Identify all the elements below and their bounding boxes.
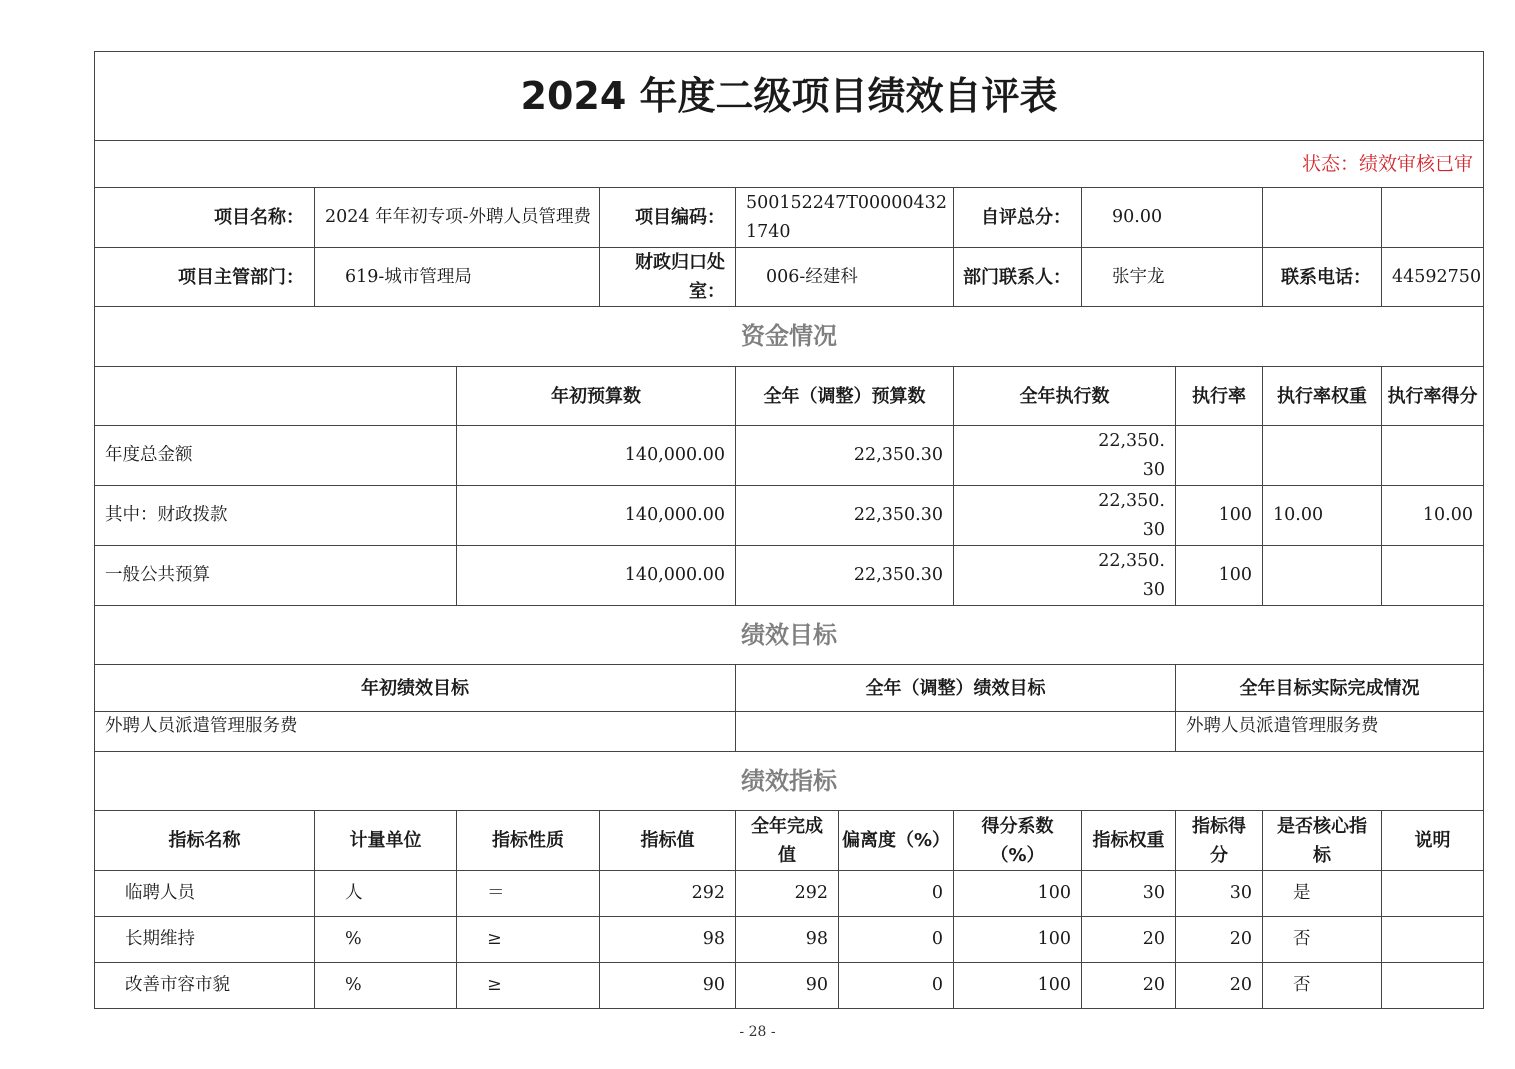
finance-office-value: 006-经建科 [735,247,954,307]
ind-header-weight: 指标权重 [1081,810,1176,871]
ind-unit-cell: 人 [314,870,457,917]
ind-score-cell: 20 [1175,916,1263,963]
dept-value: 619-城市管理局 [314,247,600,307]
funds-executed-cell: 22,350.30 [953,425,1176,486]
ind-core-cell: 否 [1262,962,1382,1009]
ind-actual-cell: 292 [735,870,839,917]
page-number: - 28 - [739,1024,776,1040]
ind-name-cell: 临聘人员 [94,870,315,917]
goals-header-initial: 年初绩效目标 [94,664,736,712]
ind-target-cell: 90 [599,962,736,1009]
ind-target-cell: 98 [599,916,736,963]
funds-header-rate: 执行率 [1175,366,1263,426]
funds-score-cell [1381,545,1484,606]
goals-initial-cell: 外聘人员派遣管理服务费 [94,711,736,752]
funds-rate-cell: 100 [1175,485,1263,546]
ind-coef-cell: 100 [953,870,1082,917]
indicators-section-title: 绩效指标 [94,751,1484,811]
ind-header-name: 指标名称 [94,810,315,871]
funds-weight-cell [1262,425,1382,486]
empty-cell [1381,187,1484,248]
ind-core-cell: 否 [1262,916,1382,963]
ind-target-cell: 292 [599,870,736,917]
funds-adjusted-cell: 22,350.30 [735,545,954,606]
funds-executed-cell: 22,350.30 [953,485,1176,546]
page-title: 2024 年度二级项目绩效自评表 [94,51,1484,141]
ind-note-cell [1381,916,1484,963]
goals-section-title: 绩效目标 [94,605,1484,665]
ind-header-note: 说明 [1381,810,1484,871]
funds-initial-cell: 140,000.00 [456,485,736,546]
ind-nature-cell: ≥ [456,916,600,963]
phone-label: 联系电话： [1262,247,1382,307]
funds-score-cell [1381,425,1484,486]
funds-weight-cell [1262,545,1382,606]
funds-header-empty [94,366,457,426]
funds-executed-cell: 22,350.30 [953,545,1176,606]
funds-rate-cell [1175,425,1263,486]
funds-rate-cell: 100 [1175,545,1263,606]
finance-office-label: 财政归口处室： [599,247,736,307]
ind-note-cell [1381,962,1484,1009]
ind-unit-cell: % [314,962,457,1009]
project-code-label: 项目编码： [599,187,736,248]
ind-nature-cell: ＝ [456,870,600,917]
funds-adjusted-cell: 22,350.30 [735,425,954,486]
funds-row-label: 年度总金额 [94,425,457,486]
evaluation-sheet [94,51,1484,1009]
ind-header-unit: 计量单位 [314,810,457,871]
phone-value: 44592750 [1381,247,1484,307]
funds-initial-cell: 140,000.00 [456,545,736,606]
ind-deviation-cell: 0 [838,870,954,917]
goals-actual-cell: 外聘人员派遣管理服务费 [1175,711,1484,752]
ind-coef-cell: 100 [953,916,1082,963]
goals-header-adjusted: 全年（调整）绩效目标 [735,664,1176,712]
ind-header-deviation: 偏离度（%） [838,810,954,871]
funds-weight-cell: 10.00 [1262,485,1382,546]
ind-note-cell [1381,870,1484,917]
goals-header-actual: 全年目标实际完成情况 [1175,664,1484,712]
funds-header-weight: 执行率权重 [1262,366,1382,426]
ind-header-core: 是否核心指标 [1262,810,1382,871]
ind-name-cell: 改善市容市貌 [94,962,315,1009]
ind-header-coef: 得分系数（%） [953,810,1082,871]
ind-nature-cell: ≥ [456,962,600,1009]
ind-core-cell: 是 [1262,870,1382,917]
project-name-label: 项目名称： [94,187,315,248]
score-label: 自评总分： [953,187,1082,248]
ind-actual-cell: 90 [735,962,839,1009]
funds-header-adjusted: 全年（调整）预算数 [735,366,954,426]
funds-header-executed: 全年执行数 [953,366,1176,426]
contact-value: 张宇龙 [1081,247,1263,307]
funds-score-cell: 10.00 [1381,485,1484,546]
ind-unit-cell: % [314,916,457,963]
ind-header-score: 指标得分 [1175,810,1263,871]
funds-section-title: 资金情况 [94,306,1484,367]
status-text: 状态：绩效审核已审 [94,140,1484,188]
funds-row-label: 其中：财政拨款 [94,485,457,546]
dept-label: 项目主管部门： [94,247,315,307]
ind-header-target: 指标值 [599,810,736,871]
project-name-value: 2024 年年初专项-外聘人员管理费 [314,187,600,248]
ind-header-actual: 全年完成值 [735,810,839,871]
funds-adjusted-cell: 22,350.30 [735,485,954,546]
funds-initial-cell: 140,000.00 [456,425,736,486]
ind-deviation-cell: 0 [838,962,954,1009]
ind-coef-cell: 100 [953,962,1082,1009]
empty-cell [1262,187,1382,248]
ind-weight-cell: 20 [1081,962,1176,1009]
ind-weight-cell: 30 [1081,870,1176,917]
ind-score-cell: 30 [1175,870,1263,917]
funds-row-label: 一般公共预算 [94,545,457,606]
score-value: 90.00 [1081,187,1263,248]
ind-name-cell: 长期维持 [94,916,315,963]
project-code-value: 500152247T00000432 1740 [735,187,954,248]
ind-weight-cell: 20 [1081,916,1176,963]
goals-adjusted-cell [735,711,1176,752]
funds-header-score: 执行率得分 [1381,366,1484,426]
ind-actual-cell: 98 [735,916,839,963]
ind-deviation-cell: 0 [838,916,954,963]
ind-header-nature: 指标性质 [456,810,600,871]
funds-header-initial: 年初预算数 [456,366,736,426]
contact-label: 部门联系人： [953,247,1082,307]
ind-score-cell: 20 [1175,962,1263,1009]
